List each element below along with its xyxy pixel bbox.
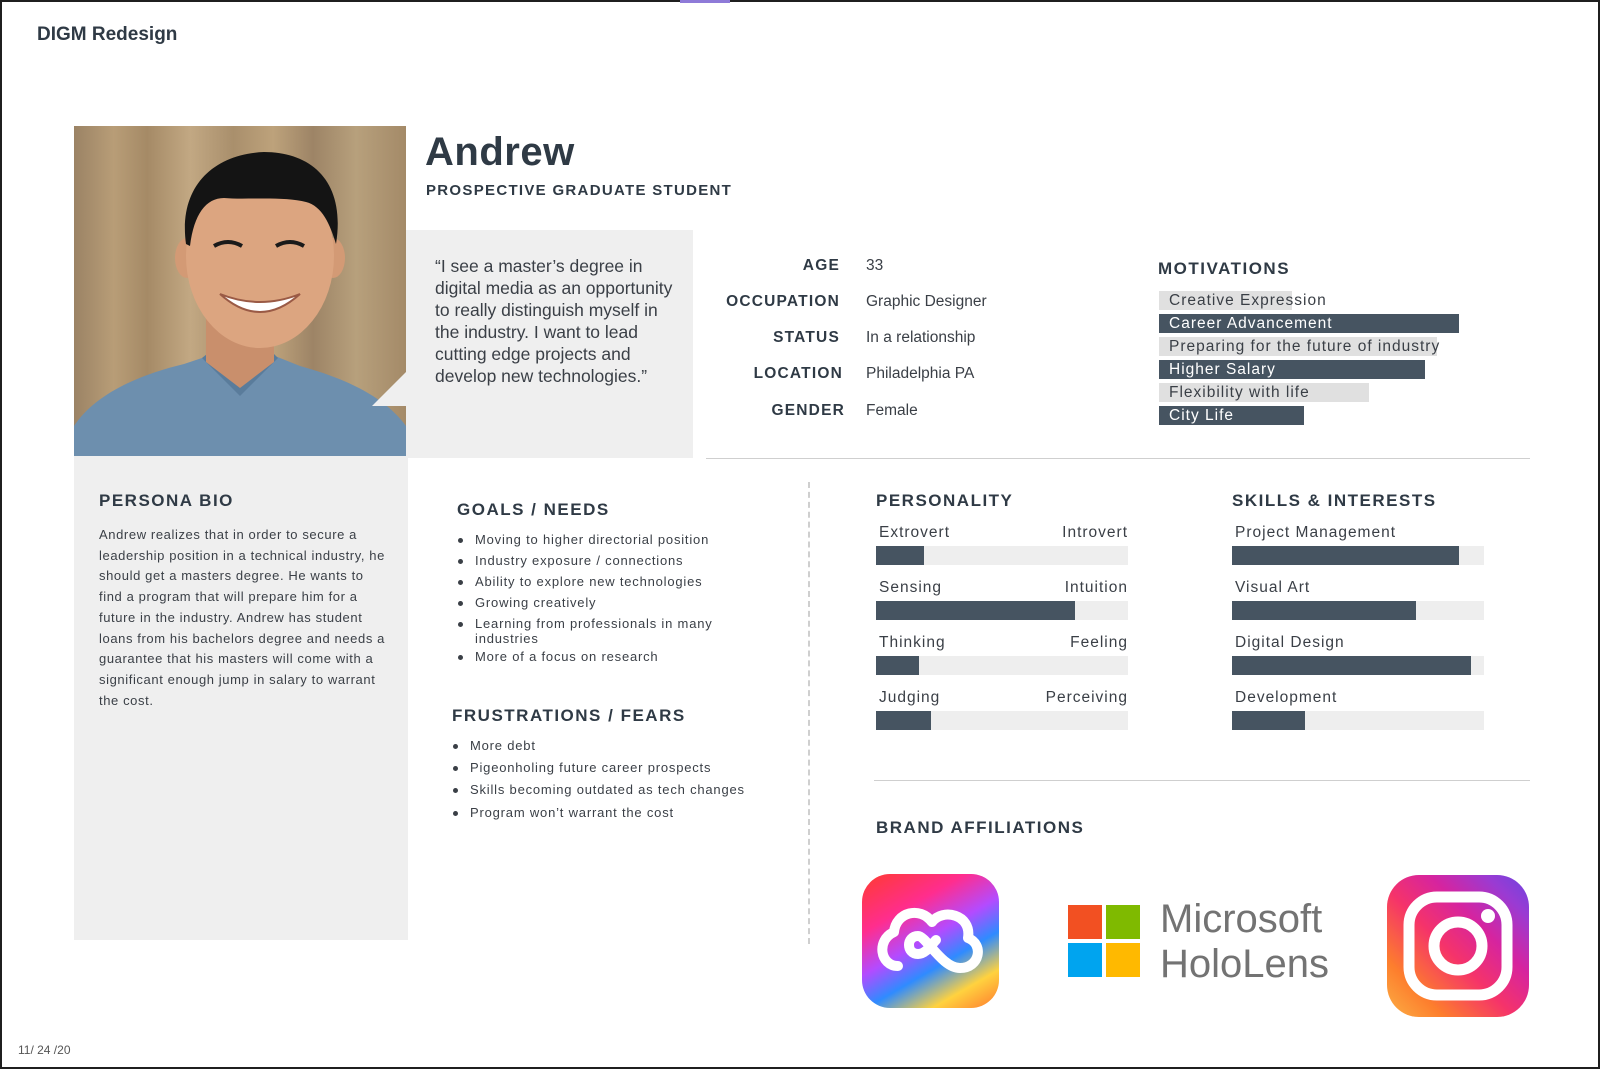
demo-row-status (700, 329, 840, 349)
goal-item: Industry exposure / connections (456, 553, 746, 568)
top-accent (680, 0, 730, 3)
frustration-item: More debt (451, 738, 771, 753)
skill-label: Development (1235, 689, 1338, 706)
skill-item (1232, 524, 1484, 576)
adobe-creative-cloud-logo (862, 874, 999, 1008)
personality-scale (876, 634, 1128, 686)
skill-label: Project Management (1235, 524, 1397, 541)
skill-fill (1232, 546, 1459, 565)
skill-fill (1232, 711, 1305, 730)
bio-heading: PERSONA BIO (99, 491, 234, 510)
persona-name: Andrew (425, 130, 575, 174)
motivation-label: Higher Salary (1169, 361, 1276, 378)
document-title: DIGM Redesign (37, 24, 178, 45)
persona-photo (74, 126, 406, 456)
skills-heading: SKILLS & INTERESTS (1232, 491, 1437, 510)
frustration-item: Pigeonholing future career prospects (451, 760, 771, 775)
scale-left-label: Extrovert (879, 524, 951, 541)
demo-label: OCCUPATION (726, 293, 840, 310)
instagram-icon (1387, 875, 1529, 1017)
goals-list (456, 532, 746, 664)
goals-heading: GOALS / NEEDS (457, 500, 610, 519)
frustration-item: Skills becoming outdated as tech changes (451, 782, 771, 797)
ms-square-red (1068, 905, 1102, 939)
quote-notch (372, 370, 408, 406)
skill-item (1232, 579, 1484, 631)
scale-right-label: Intuition (1064, 579, 1128, 596)
demo-value: Philadelphia PA (866, 365, 975, 382)
bio-text: Andrew realizes that in order to secure a leadership position in a technical industry, he should get a masters degree. He wants to find a program that will prepare him for a future in the industry. Andrew has student loans from his bachelors degree and needs a guarantee that his masters will come with a significant enough jump in salary to warrant the cost. (99, 527, 385, 708)
frustrations-heading: FRUSTRATIONS / FEARS (452, 706, 686, 725)
demo-value: In a relationship (866, 329, 976, 346)
motivation-label: City Life (1169, 407, 1234, 424)
demo-label: LOCATION (753, 365, 843, 382)
ms-square-blue (1068, 943, 1102, 977)
personality-scale (876, 524, 1128, 576)
goal-item: Ability to explore new technologies (456, 574, 746, 589)
skill-label: Digital Design (1235, 634, 1345, 651)
frustration-item: Program won’t warrant the cost (451, 805, 771, 820)
scale-left-label: Judging (879, 689, 941, 706)
demo-value: Female (866, 402, 918, 419)
demo-row-location (700, 365, 843, 385)
motivation-label: Flexibility with life (1169, 384, 1310, 401)
scale-fill (876, 601, 1075, 620)
microsoft-text: Microsoft (1160, 897, 1323, 941)
scale-right-label: Introvert (1062, 524, 1128, 541)
skill-label: Visual Art (1235, 579, 1311, 596)
hololens-text: HoloLens (1160, 942, 1330, 986)
motivation-label: Creative Expression (1169, 292, 1327, 309)
skill-fill (1232, 601, 1416, 620)
goal-item: Growing creatively (456, 595, 746, 610)
scale-left-label: Thinking (879, 634, 946, 651)
scale-track (876, 601, 1128, 620)
personality-heading: PERSONALITY (876, 491, 1014, 510)
instagram-logo (1387, 875, 1529, 1017)
personality-scale (876, 689, 1128, 741)
scale-left-label: Sensing (879, 579, 943, 596)
brands-heading: BRAND AFFILIATIONS (876, 818, 1085, 837)
ms-square-yellow (1106, 943, 1140, 977)
scale-fill (876, 656, 919, 675)
demo-value: Graphic Designer (866, 293, 987, 310)
skill-item (1232, 689, 1484, 741)
scale-fill (876, 546, 924, 565)
divider (874, 780, 1530, 781)
goal-item: Learning from professionals in many industries (456, 616, 746, 646)
goal-item: More of a focus on research (456, 649, 746, 664)
demo-row-age (700, 257, 840, 277)
column-divider (808, 482, 810, 944)
demo-row-gender (700, 402, 845, 422)
demo-label: AGE (802, 257, 840, 274)
skill-item (1232, 634, 1484, 686)
page-date: 11/ 24 /20 (18, 1043, 71, 1057)
demo-label: STATUS (773, 329, 840, 346)
ms-square-green (1106, 905, 1140, 939)
scale-track (876, 546, 1128, 565)
demo-row-occupation (700, 293, 840, 313)
motivations-heading: MOTIVATIONS (1158, 259, 1291, 278)
scale-right-label: Perceiving (1045, 689, 1128, 706)
demo-value: 33 (866, 257, 884, 274)
skill-track (1232, 546, 1484, 565)
motivation-label: Career Advancement (1169, 315, 1333, 332)
skill-track (1232, 711, 1484, 730)
skill-track (1232, 601, 1484, 620)
scale-fill (876, 711, 931, 730)
divider (706, 458, 1530, 459)
scale-track (876, 711, 1128, 730)
frustrations-list (451, 738, 771, 820)
scale-track (876, 656, 1128, 675)
skill-track (1232, 656, 1484, 675)
persona-quote: “I see a master’s degree in digital media as an opportunity to really distinguish myself in the industry. I want to lead cutting edge projects and develop new technologies.” (435, 256, 673, 386)
motivation-label: Preparing for the future of industry (1169, 338, 1441, 355)
personality-scale (876, 579, 1128, 631)
creative-cloud-icon (862, 874, 999, 1008)
goal-item: Moving to higher directorial position (456, 532, 746, 547)
scale-right-label: Feeling (1070, 634, 1128, 651)
persona-subtitle: PROSPECTIVE GRADUATE STUDENT (426, 182, 733, 199)
skill-fill (1232, 656, 1471, 675)
demo-label: GENDER (771, 402, 845, 419)
